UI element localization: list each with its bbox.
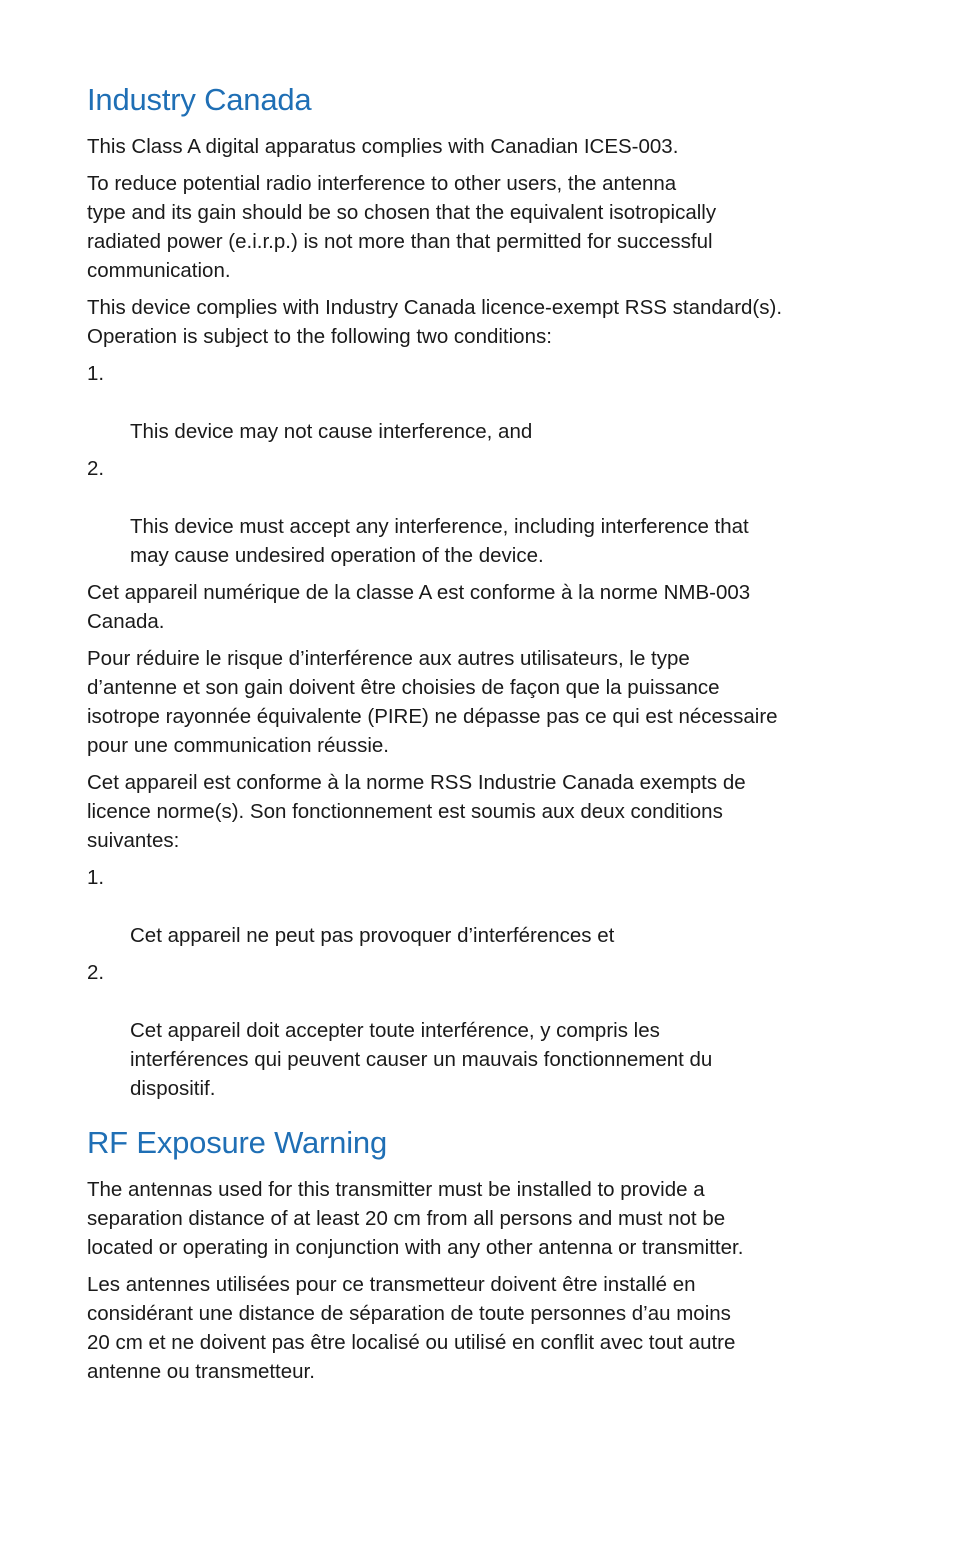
ic-paragraph-nmb-fr: Cet appareil numérique de la classe A est conforme à la norme NMB-003 Canada.: [87, 581, 751, 633]
list-item: [87, 359, 877, 446]
ic-paragraph-rss: This device complies with Industry Canada licence-exempt RSS standard(s). Operation is subject to the following two conditions:: [87, 296, 783, 348]
list-item-number: 2.: [87, 457, 105, 480]
ic-paragraph-antenna-fr: Pour réduire le risque d’interférence aux autres utilisateurs, le type d’antenne et son gain doivent être choisies de façon que la puissance isotrope rayonnée équivalente (PIRE) ne dépasse pas ce qui est nécessaire pour une communication réussie.: [87, 647, 778, 757]
ic-conditions-list-en: [87, 359, 877, 570]
ic-paragraph-ices: This Class A digital apparatus complies with Canadian ICES-003.: [87, 135, 679, 158]
list-item-number: 1.: [87, 362, 105, 385]
ic-paragraph-antenna: To reduce potential radio interference to other users, the antenna type and its gain should be so chosen that the equivalent isotropically radiated power (e.i.r.p.) is not more than that permitted for successful communication.: [87, 172, 717, 282]
list-item: [87, 958, 877, 1103]
list-item-text: This device may not cause interference, and: [130, 420, 533, 443]
list-item-text: This device must accept any interference, including interference that may cause undesired operation of the device.: [130, 515, 749, 567]
ic-conditions-list-fr: [87, 863, 877, 1103]
ic-paragraph-rss-fr: Cet appareil est conforme à la norme RSS Industrie Canada exempts de licence norme(s). Son fonctionnement est soumis aux deux conditions suivantes:: [87, 771, 746, 852]
industry-canada-heading: Industry Canada: [87, 82, 312, 117]
rf-exposure-heading: RF Exposure Warning: [87, 1125, 387, 1160]
list-item: [87, 454, 877, 570]
list-item-number: 1.: [87, 866, 105, 889]
rf-paragraph-en: The antennas used for this transmitter must be installed to provide a separation distance of at least 20 cm from all persons and must not be located or operating in conjunction with any other antenna or transmitter.: [87, 1178, 744, 1259]
list-item-text: Cet appareil ne peut pas provoquer d’interférences et: [130, 924, 615, 947]
list-item-number: 2.: [87, 961, 105, 984]
rf-paragraph-fr: Les antennes utilisées pour ce transmetteur doivent être installé en considérant une distance de séparation de toute personnes d’au moins 20 cm et ne doivent pas être localisé ou utilisé en conflit avec tout autre antenne ou transmetteur.: [87, 1273, 736, 1383]
document-page: [87, 80, 877, 1394]
list-item-text: Cet appareil doit accepter toute interférence, y compris les interférences qui peuvent causer un mauvais fonctionnement du dispositif.: [130, 1019, 713, 1100]
list-item: [87, 863, 877, 950]
